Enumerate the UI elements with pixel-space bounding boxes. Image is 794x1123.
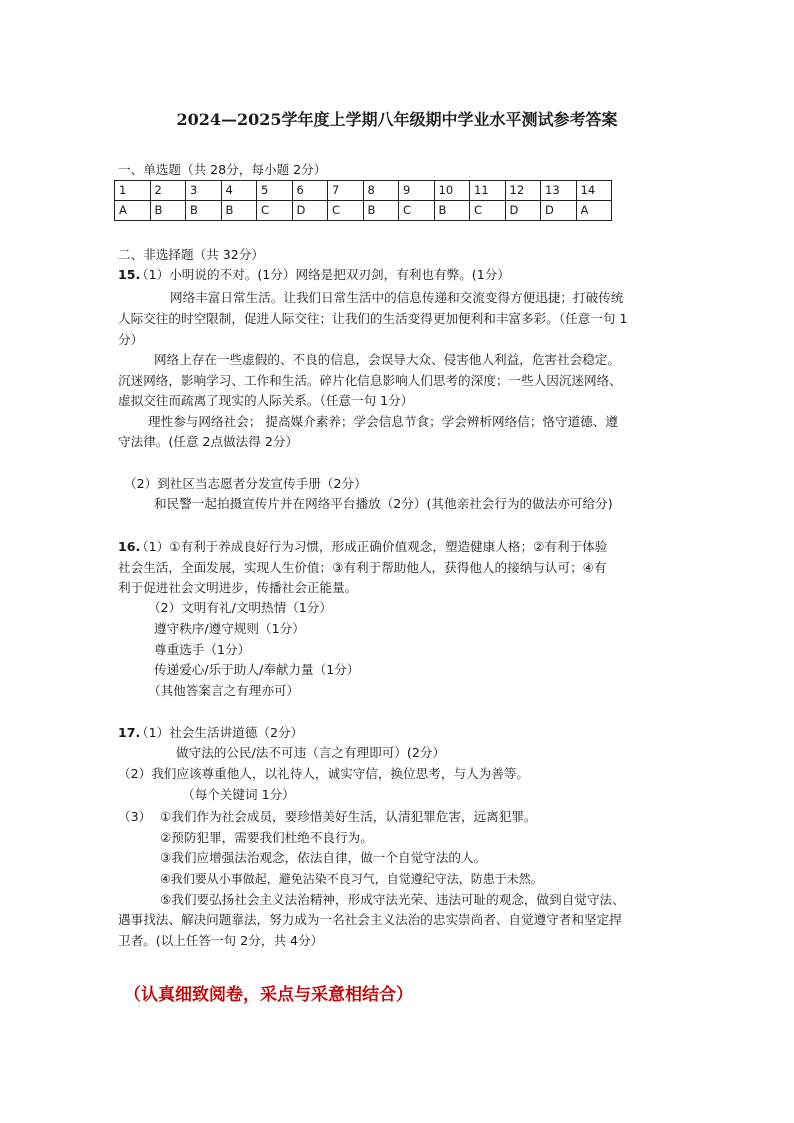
table-cell: 12: [505, 181, 541, 201]
answer-table-number-row: [115, 181, 612, 201]
table-cell: 5: [257, 181, 293, 201]
table-cell: C: [257, 201, 293, 221]
q15-line: 理性参与网络社会； 提高媒介素养；学会信息节食；学会辨析网络信；恪守道德、遵: [148, 414, 618, 429]
table-cell: 11: [470, 181, 506, 201]
table-cell: 1: [115, 181, 151, 201]
grading-note: （认真细致阅卷，采点与采意相结合）: [124, 985, 413, 1005]
q15-line: 和民警一起拍摄宣传片并在网络平台播放（2分）(其他亲社会行为的做法亦可给分): [154, 496, 613, 511]
table-cell: C: [470, 201, 506, 221]
q16-line: 尊重选手（1分）: [154, 642, 251, 657]
q17-line: 卫者。(以上任答一句 2分，共 4分）: [118, 933, 324, 948]
q17-number: 17.: [118, 725, 141, 740]
q17-line: ④我们要从小事做起，避免沾染不良习气，自觉遵纪守法，防患于未然。: [160, 872, 543, 886]
q16-line: （其他答案言之有理亦可）: [148, 683, 300, 698]
q17-line: （3）: [118, 809, 152, 824]
table-cell: C: [399, 201, 435, 221]
table-cell: B: [221, 201, 257, 221]
q17-line: ⑤我们要弘扬社会主义法治精神，形成守法光荣、违法可耻的观念，做到自觉守法、: [160, 892, 625, 907]
table-cell: 8: [363, 181, 399, 201]
q15-line: 网络上存在一些虚假的、不良的信息，会误导大众、侵害他人利益，危害社会稳定。: [154, 352, 620, 367]
table-cell: 4: [221, 181, 257, 201]
q16-line: 传递爱心/乐于助人/奉献力量（1分）: [154, 662, 360, 677]
q16-line: 社会生活，全面发展，实现人生价值；③有利于帮助他人，获得他人的接纳与认可；④有: [118, 560, 607, 575]
section2-heading: 二、非选择题（共 32分）: [118, 247, 264, 262]
table-cell: 13: [541, 181, 577, 201]
table-cell: B: [150, 201, 186, 221]
table-cell: C: [328, 201, 364, 221]
q17-line: （1）社会生活讲道德（2分）: [136, 725, 304, 740]
answer-table: [114, 180, 612, 221]
q16-line: 利于促进社会文明进步，传播社会正能量。: [118, 580, 358, 595]
q15-line: 虚拟交往而疏离了现实的人际关系。（任意一句 1分）: [118, 393, 414, 408]
table-cell: D: [505, 201, 541, 221]
q15-line: 沉迷网络，影响学习、工作和生活。碎片化信息影响人们思考的深度；一些人因沉迷网络、: [118, 373, 622, 388]
section1-heading: 一、单选题（共 28分，每小题 2分）: [118, 162, 327, 177]
page-title: 2024—2025学年度上学期八年级期中学业水平测试参考答案: [176, 110, 618, 129]
q17-line: 遇事找法、解决问题靠法，努力成为一名社会主义法治的忠实崇尚者、自觉遵守者和坚定捍: [118, 912, 622, 927]
q17-line: ③我们应增强法治观念，依法自律，做一个自觉守法的人。: [160, 850, 487, 865]
answer-table-answer-row: [115, 201, 612, 221]
table-cell: 2: [150, 181, 186, 201]
q17-line: （每个关键词 1分）: [182, 787, 295, 802]
q16-line: （1）①有利于养成良好行为习惯，形成正确价值观念，塑造健康人格；②有利于体验: [136, 539, 608, 554]
table-cell: B: [363, 201, 399, 221]
q16-line: （2）文明有礼/文明热情（1分）: [148, 600, 332, 615]
q15-line: （2）到社区当志愿者分发宣传手册（2分）: [124, 476, 367, 491]
q15-number: 15.: [118, 267, 141, 282]
table-cell: 10: [434, 181, 470, 201]
q17-line: ②预防犯罪，需要我们杜绝不良行为。: [160, 830, 373, 845]
table-cell: 9: [399, 181, 435, 201]
q15-line: 守法律。(任意 2点做法得 2分）: [118, 434, 299, 449]
q15-line: （1）小明说的不对。(1分）网络是把双刃剑，有利也有弊。(1分）: [136, 267, 510, 282]
q16-number: 16.: [118, 539, 141, 554]
q15-line: 分）: [118, 332, 144, 347]
table-cell: 6: [292, 181, 328, 201]
q17-line: 做守法的公民/法不可违（言之有理即可）(2分）: [176, 745, 446, 760]
table-cell: A: [115, 201, 151, 221]
q15-line: 网络丰富日常生活。让我们日常生活中的信息传递和交流变得方便迅捷；打破传统: [170, 290, 624, 305]
table-cell: 7: [328, 181, 364, 201]
table-cell: A: [576, 201, 612, 221]
table-cell: D: [541, 201, 577, 221]
table-cell: B: [186, 201, 222, 221]
table-cell: B: [434, 201, 470, 221]
q15-line: 人际交往的时空限制，促进人际交往；让我们的生活变得更加便利和丰富多彩。（任意一句 1: [118, 311, 628, 326]
q17-line: ①我们作为社会成员，要珍惜美好生活，认清犯罪危害，远离犯罪。: [160, 809, 537, 824]
q17-line: （2）我们应该尊重他人，以礼待人，诚实守信，换位思考，与人为善等。: [118, 766, 530, 781]
table-cell: 3: [186, 181, 222, 201]
table-cell: D: [292, 201, 328, 221]
q16-line: 遵守秩序/遵守规则（1分）: [154, 621, 305, 636]
table-cell: 14: [576, 181, 612, 201]
